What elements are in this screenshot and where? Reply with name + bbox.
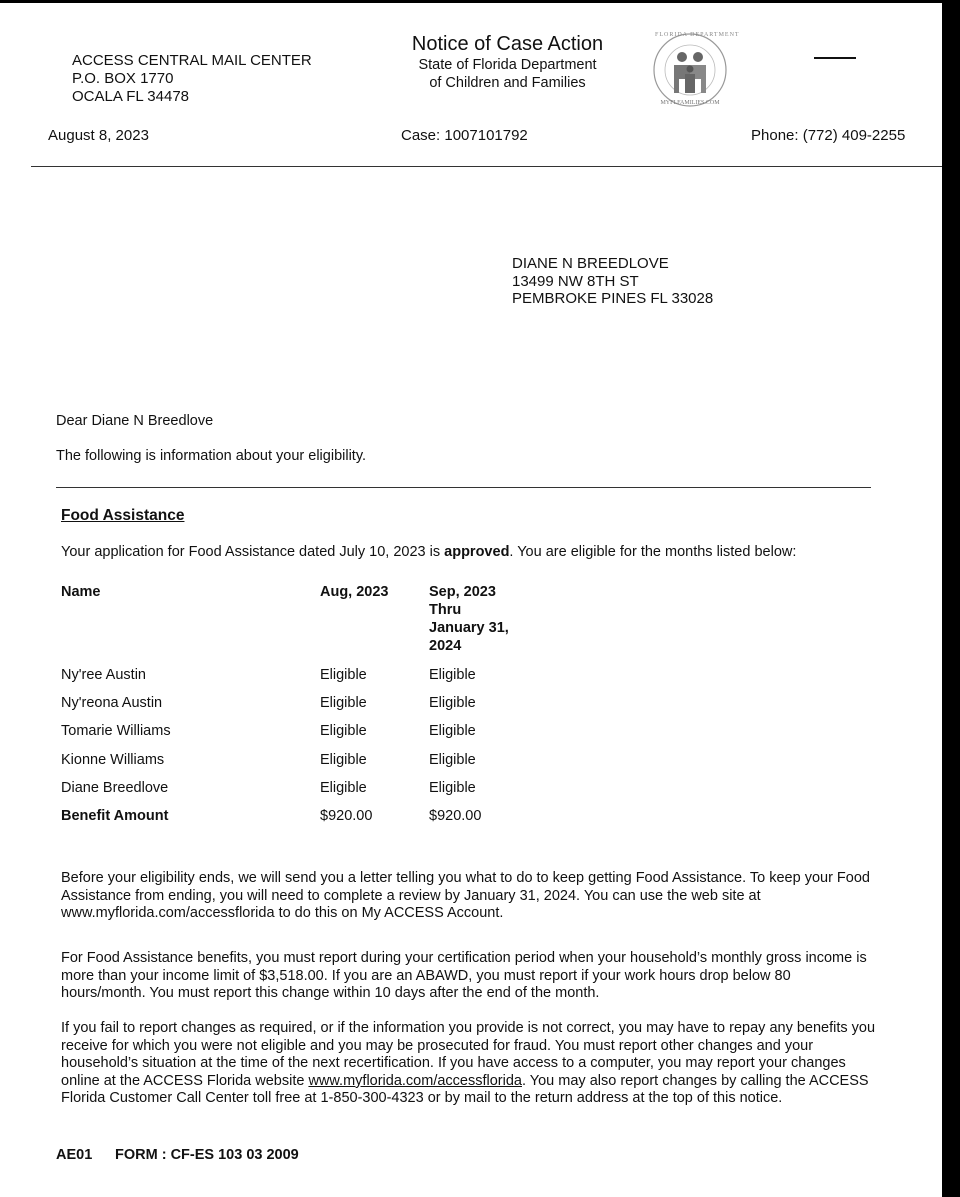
table-row-name: Diane Breedlove [61,780,169,796]
header-divider [31,166,942,167]
sender-line-3: OCALA FL 34478 [72,88,190,105]
table-row-name: Ny'reona Austin [61,695,163,711]
recipient-city: PEMBROKE PINES FL 33028 [512,290,714,307]
table-row-sep: Eligible [429,780,476,796]
approval-text-post: . You are eligible for the months listed below: [509,544,797,560]
seal-bottom-text: MYFLFAMILIES.COM [660,100,720,106]
fraud-text-b: . You may also report changes by calling the ACCESS Florida Customer Call Center toll free at 1-850-300-4323 or by mail to the return address at the top of this notice. [61,1072,869,1107]
table-row-aug: Eligible [320,695,367,711]
benefit-amount-label: Benefit Amount [61,808,169,824]
recipient-name: DIANE N BREEDLOVE [512,255,669,272]
section-divider [56,487,871,488]
column-header-aug: Aug, 2023 [320,584,389,600]
approval-statement [61,543,796,561]
table-row-aug: Eligible [320,752,367,768]
column-header-sep-2: Thru [429,602,462,618]
sender-line-2: P.O. BOX 1770 [72,70,174,87]
table-row-name: Ny'ree Austin [61,667,146,683]
benefit-amount-sep: $920.00 [429,808,482,824]
column-header-sep-3: January 31, [429,620,509,636]
table-row-aug: Eligible [320,667,367,683]
sender-line-1: ACCESS CENTRAL MAIL CENTER [72,52,312,69]
table-row-name: Kionne Williams [61,752,165,768]
notice-date: August 8, 2023 [48,127,149,144]
department-line-2: of Children and Families [429,75,586,91]
table-row-sep: Eligible [429,752,476,768]
column-header-name: Name [61,584,101,600]
phone-number: Phone: (772) 409-2255 [751,127,906,144]
table-row-aug: Eligible [320,723,367,739]
benefit-amount-aug: $920.00 [320,808,373,824]
department-line-1: State of Florida Department [418,57,597,73]
column-header-sep-1: Sep, 2023 [429,584,496,600]
review-paragraph: Before your eligibility ends, we will send you a letter telling you what to do to keep getting Food Assistance. To keep your Food Assistance from ending, you will need to complete a review by January 31, 2024. You can use the web site at www.myflorida.com/accessflorida to do this on My ACCESS Account. [61,870,870,922]
column-header-sep-4: 2024 [429,638,462,654]
intro-text: The following is information about your eligibility. [56,448,367,464]
reporting-paragraph: For Food Assistance benefits, you must report during your certification period when your household’s monthly gross income is more than your income limit of $3,518.00. If you are an ABAWD, you must report if your work hours drop below 80 hours/month. You must report this change within 10 days after the end of the month. [61,950,867,1002]
fraud-paragraph [61,1020,876,1108]
table-row-aug: Eligible [320,780,367,796]
form-number: FORM : CF-ES 103 03 2009 [115,1147,299,1163]
food-assistance-heading: Food Assistance [61,507,185,524]
case-number: Case: 1007101792 [401,127,528,144]
approval-status: approved [444,544,510,560]
table-row-sep: Eligible [429,695,476,711]
notice-title: Notice of Case Action [411,33,604,55]
form-code: AE01 [56,1147,93,1163]
access-florida-link[interactable]: www.myflorida.com/accessflorida [308,1072,522,1089]
recipient-street: 13499 NW 8TH ST [512,273,639,290]
table-row-sep: Eligible [429,723,476,739]
fraud-text-a: If you fail to report changes as required, or if the information you provide is not correct, you may have to repay any benefits you receive for which you were not eligible and you may be prosecuted for fraud. You must report other changes and your household’s situation at the time of the next recertification. If you have access to a computer, you may report your changes online at the ACCESS Florida website [61,1020,876,1089]
approval-text-pre: Your application for Food Assistance dated July 10, 2023 is [61,544,445,560]
table-row-name: Tomarie Williams [61,723,171,739]
seal-top-text: FLORIDA DEPARTMENT [655,32,740,38]
notice-page [0,3,942,1197]
table-row-sep: Eligible [429,667,476,683]
header-dash [814,57,856,59]
greeting: Dear Diane N Breedlove [56,413,214,429]
